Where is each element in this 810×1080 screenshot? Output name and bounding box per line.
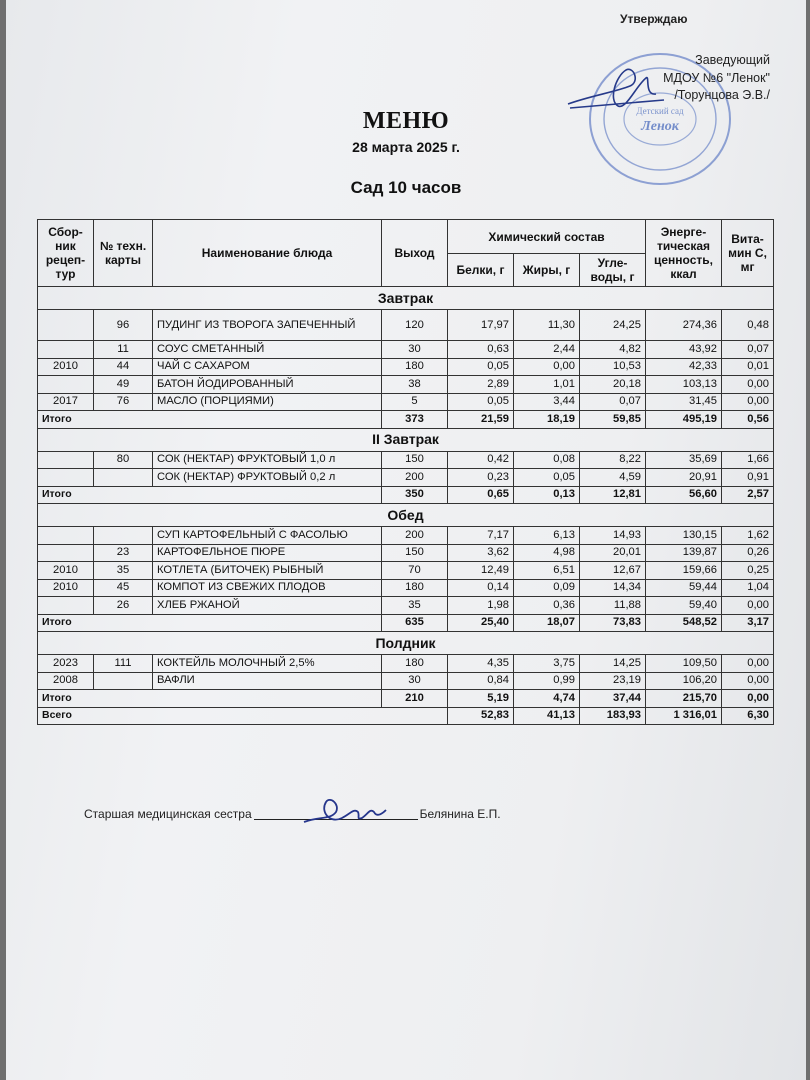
- col-name: Наименование блюда: [153, 220, 382, 287]
- cell-carbs: 14,25: [580, 655, 646, 673]
- approval-block: [663, 52, 770, 105]
- cell-fat: 3,75: [514, 655, 580, 673]
- total-label: Итого: [38, 486, 382, 504]
- cell-vitamin: 0,07: [722, 341, 774, 359]
- cell-carbs: 10,53: [580, 358, 646, 376]
- table-row: [38, 393, 774, 411]
- cell-fat: 11,30: [514, 310, 580, 341]
- total-protein: 21,59: [448, 411, 514, 429]
- nurse-signature-icon: [300, 790, 390, 830]
- cell-vitamin: 0,01: [722, 358, 774, 376]
- total-label: Итого: [38, 411, 382, 429]
- col-vitamin: Вита-мин С, мг: [722, 220, 774, 287]
- cell-fat: 2,44: [514, 341, 580, 359]
- total-yield: 350: [382, 486, 448, 504]
- cell-collection: 2010: [38, 358, 94, 376]
- cell-vitamin: 0,00: [722, 672, 774, 690]
- col-energy: Энерге-тическая ценность, ккал: [646, 220, 722, 287]
- cell-vitamin: 0,00: [722, 597, 774, 615]
- cell-dish-name: СОК (НЕКТАР) ФРУКТОВЫЙ 0,2 л: [153, 469, 382, 487]
- cell-card: 23: [94, 544, 153, 562]
- cell-collection: [38, 469, 94, 487]
- cell-yield: 200: [382, 469, 448, 487]
- cell-protein: 12,49: [448, 562, 514, 580]
- table-row: [38, 451, 774, 469]
- section-total-row: [38, 690, 774, 708]
- cell-collection: 2008: [38, 672, 94, 690]
- cell-protein: 0,05: [448, 393, 514, 411]
- cell-vitamin: 0,00: [722, 393, 774, 411]
- grand-total-label: Всего: [38, 707, 448, 725]
- table-row: [38, 469, 774, 487]
- cell-protein: 0,23: [448, 469, 514, 487]
- approve-label: Утверждаю: [620, 12, 688, 26]
- cell-energy: 159,66: [646, 562, 722, 580]
- grand-total-row: [38, 707, 774, 725]
- cell-collection: [38, 527, 94, 545]
- cell-collection: 2023: [38, 655, 94, 673]
- total-yield: 635: [382, 614, 448, 632]
- col-chem: Химический состав: [448, 220, 646, 254]
- cell-collection: [38, 310, 94, 341]
- total-protein: 0,65: [448, 486, 514, 504]
- cell-carbs: 4,59: [580, 469, 646, 487]
- table-row: [38, 358, 774, 376]
- cell-carbs: 8,22: [580, 451, 646, 469]
- total-carbs: 37,44: [580, 690, 646, 708]
- cell-energy: 20,91: [646, 469, 722, 487]
- cell-collection: 2017: [38, 393, 94, 411]
- cell-dish-name: КОМПОТ ИЗ СВЕЖИХ ПЛОДОВ: [153, 579, 382, 597]
- footer-role: Старшая медицинская сестра: [84, 807, 252, 821]
- cell-protein: 17,97: [448, 310, 514, 341]
- stamp-center-text: Ленок: [641, 119, 679, 134]
- table-row: [38, 672, 774, 690]
- cell-collection: [38, 341, 94, 359]
- cell-card: 80: [94, 451, 153, 469]
- grand-total-vitamin: 6,30: [722, 707, 774, 725]
- col-collection: Сбор-ник рецеп-тур: [38, 220, 94, 287]
- cell-fat: 1,01: [514, 376, 580, 394]
- cell-card: 35: [94, 562, 153, 580]
- cell-protein: 0,63: [448, 341, 514, 359]
- col-fat: Жиры, г: [514, 254, 580, 287]
- cell-collection: [38, 597, 94, 615]
- cell-protein: 0,84: [448, 672, 514, 690]
- cell-fat: 4,98: [514, 544, 580, 562]
- head-name: /Торунцова Э.В./: [674, 88, 770, 102]
- cell-energy: 35,69: [646, 451, 722, 469]
- section-header-row: [38, 287, 774, 310]
- document-title: МЕНЮ: [362, 108, 450, 134]
- menu-table: [37, 219, 774, 725]
- col-carbs: Угле-воды, г: [580, 254, 646, 287]
- cell-vitamin: 1,66: [722, 451, 774, 469]
- cell-yield: 35: [382, 597, 448, 615]
- cell-yield: 150: [382, 451, 448, 469]
- cell-vitamin: 0,26: [722, 544, 774, 562]
- cell-carbs: 14,93: [580, 527, 646, 545]
- cell-dish-name: КАРТОФЕЛЬНОЕ ПЮРЕ: [153, 544, 382, 562]
- cell-yield: 180: [382, 655, 448, 673]
- total-vitamin: 3,17: [722, 614, 774, 632]
- cell-protein: 3,62: [448, 544, 514, 562]
- table-row: [38, 310, 774, 341]
- grand-total-energy: 1 316,01: [646, 707, 722, 725]
- cell-energy: 139,87: [646, 544, 722, 562]
- table-row: [38, 341, 774, 359]
- cell-energy: 31,45: [646, 393, 722, 411]
- group-name: Сад 10 часов: [350, 178, 462, 197]
- cell-card: 76: [94, 393, 153, 411]
- total-fat: 18,19: [514, 411, 580, 429]
- cell-card: [94, 672, 153, 690]
- cell-energy: 59,44: [646, 579, 722, 597]
- cell-fat: 0,09: [514, 579, 580, 597]
- cell-protein: 0,05: [448, 358, 514, 376]
- section-title: II Завтрак: [38, 428, 774, 451]
- col-yield: Выход: [382, 220, 448, 287]
- stamp-inner-text: Детский сад: [636, 106, 684, 116]
- grand-total-protein: 52,83: [448, 707, 514, 725]
- total-energy: 56,60: [646, 486, 722, 504]
- cell-collection: 2010: [38, 579, 94, 597]
- director-signature-icon: [560, 56, 670, 116]
- cell-carbs: 14,34: [580, 579, 646, 597]
- cell-card: [94, 469, 153, 487]
- cell-energy: 42,33: [646, 358, 722, 376]
- cell-fat: 0,99: [514, 672, 580, 690]
- cell-fat: 0,36: [514, 597, 580, 615]
- section-total-row: [38, 411, 774, 429]
- total-vitamin: 0,56: [722, 411, 774, 429]
- total-label: Итого: [38, 614, 382, 632]
- grand-total-carbs: 183,93: [580, 707, 646, 725]
- section-header-row: [38, 428, 774, 451]
- total-label: Итого: [38, 690, 382, 708]
- cell-dish-name: СУП КАРТОФЕЛЬНЫЙ С ФАСОЛЬЮ: [153, 527, 382, 545]
- total-fat: 18,07: [514, 614, 580, 632]
- total-energy: 548,52: [646, 614, 722, 632]
- cell-fat: 6,13: [514, 527, 580, 545]
- cell-fat: 6,51: [514, 562, 580, 580]
- cell-energy: 109,50: [646, 655, 722, 673]
- section-total-row: [38, 614, 774, 632]
- section-header-row: [38, 504, 774, 527]
- section-header-row: [38, 632, 774, 655]
- cell-yield: 150: [382, 544, 448, 562]
- cell-collection: [38, 451, 94, 469]
- cell-card: 49: [94, 376, 153, 394]
- cell-vitamin: 1,04: [722, 579, 774, 597]
- menu-document: [6, 0, 806, 1080]
- cell-carbs: 11,88: [580, 597, 646, 615]
- section-title: Полдник: [38, 632, 774, 655]
- total-carbs: 59,85: [580, 411, 646, 429]
- menu-body: [38, 287, 774, 725]
- table-row: [38, 579, 774, 597]
- head-institution: МДОУ №6 "Ленок": [663, 70, 770, 85]
- section-total-row: [38, 486, 774, 504]
- cell-card: 45: [94, 579, 153, 597]
- cell-dish-name: МАСЛО (ПОРЦИЯМИ): [153, 393, 382, 411]
- cell-protein: 7,17: [448, 527, 514, 545]
- cell-carbs: 20,18: [580, 376, 646, 394]
- cell-fat: 3,44: [514, 393, 580, 411]
- cell-vitamin: 0,00: [722, 376, 774, 394]
- total-vitamin: 0,00: [722, 690, 774, 708]
- cell-yield: 180: [382, 358, 448, 376]
- grand-total-fat: 41,13: [514, 707, 580, 725]
- total-energy: 495,19: [646, 411, 722, 429]
- cell-yield: 70: [382, 562, 448, 580]
- cell-energy: 103,13: [646, 376, 722, 394]
- cell-fat: 0,00: [514, 358, 580, 376]
- cell-vitamin: 0,91: [722, 469, 774, 487]
- cell-carbs: 23,19: [580, 672, 646, 690]
- table-row: [38, 376, 774, 394]
- cell-yield: 5: [382, 393, 448, 411]
- cell-card: 11: [94, 341, 153, 359]
- cell-energy: 59,40: [646, 597, 722, 615]
- table-row: [38, 655, 774, 673]
- total-energy: 215,70: [646, 690, 722, 708]
- cell-dish-name: СОУС СМЕТАННЫЙ: [153, 341, 382, 359]
- cell-carbs: 0,07: [580, 393, 646, 411]
- cell-collection: [38, 376, 94, 394]
- footer-name: Белянина Е.П.: [419, 807, 501, 821]
- cell-yield: 30: [382, 672, 448, 690]
- cell-energy: 274,36: [646, 310, 722, 341]
- footer-signature-line: [84, 807, 501, 821]
- col-protein: Белки, г: [448, 254, 514, 287]
- cell-vitamin: 1,62: [722, 527, 774, 545]
- cell-carbs: 12,67: [580, 562, 646, 580]
- head-position: Заведующий: [695, 53, 770, 67]
- table-row: [38, 544, 774, 562]
- menu-date: 28 марта 2025 г.: [352, 139, 460, 155]
- cell-energy: 106,20: [646, 672, 722, 690]
- section-title: Завтрак: [38, 287, 774, 310]
- cell-vitamin: 0,25: [722, 562, 774, 580]
- total-protein: 25,40: [448, 614, 514, 632]
- cell-carbs: 24,25: [580, 310, 646, 341]
- cell-protein: 0,42: [448, 451, 514, 469]
- cell-dish-name: ВАФЛИ: [153, 672, 382, 690]
- cell-dish-name: КОКТЕЙЛЬ МОЛОЧНЫЙ 2,5%: [153, 655, 382, 673]
- cell-energy: 130,15: [646, 527, 722, 545]
- cell-dish-name: ПУДИНГ ИЗ ТВОРОГА ЗАПЕЧЕННЫЙ: [153, 310, 382, 341]
- cell-fat: 0,08: [514, 451, 580, 469]
- table-row: [38, 527, 774, 545]
- cell-yield: 180: [382, 579, 448, 597]
- cell-dish-name: КОТЛЕТА (БИТОЧЕК) РЫБНЫЙ: [153, 562, 382, 580]
- total-carbs: 12,81: [580, 486, 646, 504]
- cell-dish-name: ХЛЕБ РЖАНОЙ: [153, 597, 382, 615]
- cell-collection: [38, 544, 94, 562]
- cell-protein: 0,14: [448, 579, 514, 597]
- table-row: [38, 562, 774, 580]
- cell-carbs: 20,01: [580, 544, 646, 562]
- cell-yield: 120: [382, 310, 448, 341]
- cell-card: 96: [94, 310, 153, 341]
- total-fat: 4,74: [514, 690, 580, 708]
- total-yield: 210: [382, 690, 448, 708]
- cell-card: 111: [94, 655, 153, 673]
- cell-protein: 4,35: [448, 655, 514, 673]
- total-carbs: 73,83: [580, 614, 646, 632]
- cell-card: 26: [94, 597, 153, 615]
- total-protein: 5,19: [448, 690, 514, 708]
- section-title: Обед: [38, 504, 774, 527]
- cell-vitamin: 0,48: [722, 310, 774, 341]
- cell-dish-name: БАТОН ЙОДИРОВАННЫЙ: [153, 376, 382, 394]
- cell-carbs: 4,82: [580, 341, 646, 359]
- cell-vitamin: 0,00: [722, 655, 774, 673]
- total-yield: 373: [382, 411, 448, 429]
- cell-card: 44: [94, 358, 153, 376]
- cell-card: [94, 527, 153, 545]
- cell-dish-name: СОК (НЕКТАР) ФРУКТОВЫЙ 1,0 л: [153, 451, 382, 469]
- cell-dish-name: ЧАЙ С САХАРОМ: [153, 358, 382, 376]
- table-row: [38, 597, 774, 615]
- cell-protein: 2,89: [448, 376, 514, 394]
- total-fat: 0,13: [514, 486, 580, 504]
- cell-energy: 43,92: [646, 341, 722, 359]
- cell-protein: 1,98: [448, 597, 514, 615]
- cell-yield: 200: [382, 527, 448, 545]
- total-vitamin: 2,57: [722, 486, 774, 504]
- cell-yield: 30: [382, 341, 448, 359]
- col-card: № техн. карты: [94, 220, 153, 287]
- cell-collection: 2010: [38, 562, 94, 580]
- cell-yield: 38: [382, 376, 448, 394]
- cell-fat: 0,05: [514, 469, 580, 487]
